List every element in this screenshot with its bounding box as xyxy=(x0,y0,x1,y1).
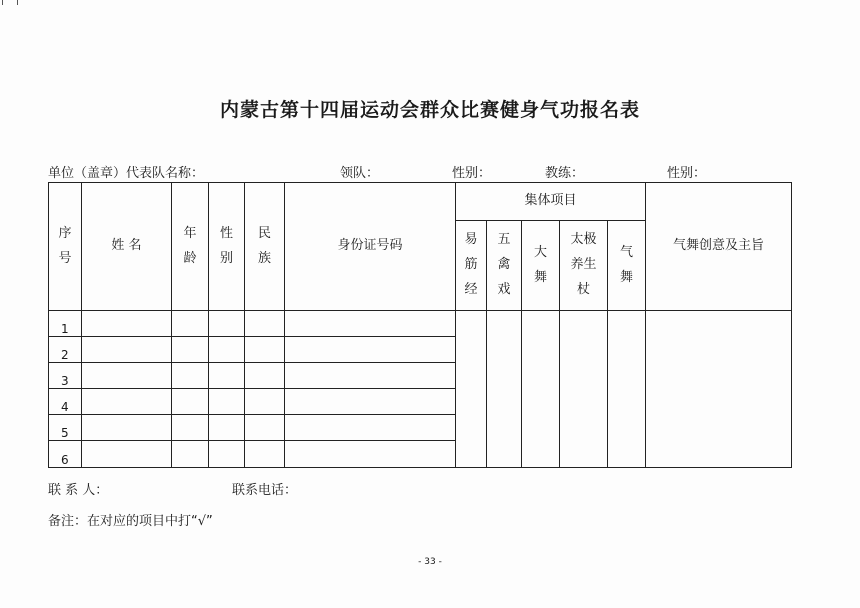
gender-cell[interactable] xyxy=(209,389,245,415)
item-header-taiji-staff: 太极养生杖 xyxy=(560,221,608,311)
unit-label: 单位（盖章）代表队名称： xyxy=(48,166,205,181)
creative-header: 气舞创意及主旨 xyxy=(646,183,792,311)
ethnicity-header: 民族 xyxy=(245,183,285,311)
contact-label: 联 系 人： xyxy=(48,483,109,498)
name-cell[interactable] xyxy=(82,389,172,415)
id-number-cell[interactable] xyxy=(285,363,456,389)
ethnicity-cell[interactable] xyxy=(245,337,285,363)
name-cell[interactable] xyxy=(82,363,172,389)
item-column-taiji-staff[interactable] xyxy=(560,311,608,468)
item-column-qiwu[interactable] xyxy=(608,311,646,468)
item-header-qiwu: 气舞 xyxy=(608,221,646,311)
ethnicity-cell[interactable] xyxy=(245,415,285,441)
row-number: 1 xyxy=(49,311,82,337)
item-column-yijinjing[interactable] xyxy=(456,311,487,468)
gender-header: 性别 xyxy=(209,183,245,311)
item-header-wuqinxi: 五禽戏 xyxy=(487,221,522,311)
coach-label: 教练： xyxy=(545,166,585,181)
row-number: 2 xyxy=(49,337,82,363)
form-title: 内蒙古第十四届运动会群众比赛健身气功报名表 xyxy=(219,99,640,121)
note-text: 备注：在对应的项目中打“√” xyxy=(48,514,213,529)
ethnicity-cell[interactable] xyxy=(245,363,285,389)
registration-table xyxy=(48,182,792,468)
ethnicity-cell[interactable] xyxy=(245,311,285,337)
gender-cell[interactable] xyxy=(209,337,245,363)
gender-cell[interactable] xyxy=(209,415,245,441)
item-column-wuqinxi[interactable] xyxy=(487,311,522,468)
creative-cell[interactable] xyxy=(646,311,792,468)
row-number: 5 xyxy=(49,415,82,441)
id-number-cell[interactable] xyxy=(285,311,456,337)
ethnicity-cell[interactable] xyxy=(245,441,285,468)
gender-cell[interactable] xyxy=(209,441,245,468)
age-header: 年龄 xyxy=(172,183,209,311)
group-items-header: 集体项目 xyxy=(456,183,646,221)
age-cell[interactable] xyxy=(172,441,209,468)
age-cell[interactable] xyxy=(172,389,209,415)
phone-label: 联系电话： xyxy=(232,483,298,498)
name-header: 姓 名 xyxy=(82,183,172,311)
gender-cell[interactable] xyxy=(209,311,245,337)
header-row-1 xyxy=(49,183,792,221)
name-cell[interactable] xyxy=(82,337,172,363)
id-number-header: 身份证号码 xyxy=(285,183,456,311)
gender-cell[interactable] xyxy=(209,363,245,389)
age-cell[interactable] xyxy=(172,337,209,363)
ethnicity-cell[interactable] xyxy=(245,389,285,415)
age-cell[interactable] xyxy=(172,363,209,389)
item-header-yijinjing: 易筋经 xyxy=(456,221,487,311)
seq-header: 序号 xyxy=(49,183,82,311)
table-row xyxy=(49,311,792,337)
id-number-cell[interactable] xyxy=(285,441,456,468)
item-header-dawu: 大舞 xyxy=(522,221,560,311)
age-cell[interactable] xyxy=(172,311,209,337)
scan-edge-mark xyxy=(2,0,18,5)
name-cell[interactable] xyxy=(82,441,172,468)
id-number-cell[interactable] xyxy=(285,415,456,441)
id-number-cell[interactable] xyxy=(285,337,456,363)
row-number: 6 xyxy=(49,441,82,468)
gender-label-1: 性别： xyxy=(452,166,492,181)
row-number: 3 xyxy=(49,363,82,389)
leader-label: 领队： xyxy=(340,166,380,181)
gender-label-2: 性别： xyxy=(667,166,707,181)
page-number: - 33 - xyxy=(418,557,442,567)
name-cell[interactable] xyxy=(82,311,172,337)
id-number-cell[interactable] xyxy=(285,389,456,415)
age-cell[interactable] xyxy=(172,415,209,441)
row-number: 4 xyxy=(49,389,82,415)
item-column-dawu[interactable] xyxy=(522,311,560,468)
name-cell[interactable] xyxy=(82,415,172,441)
